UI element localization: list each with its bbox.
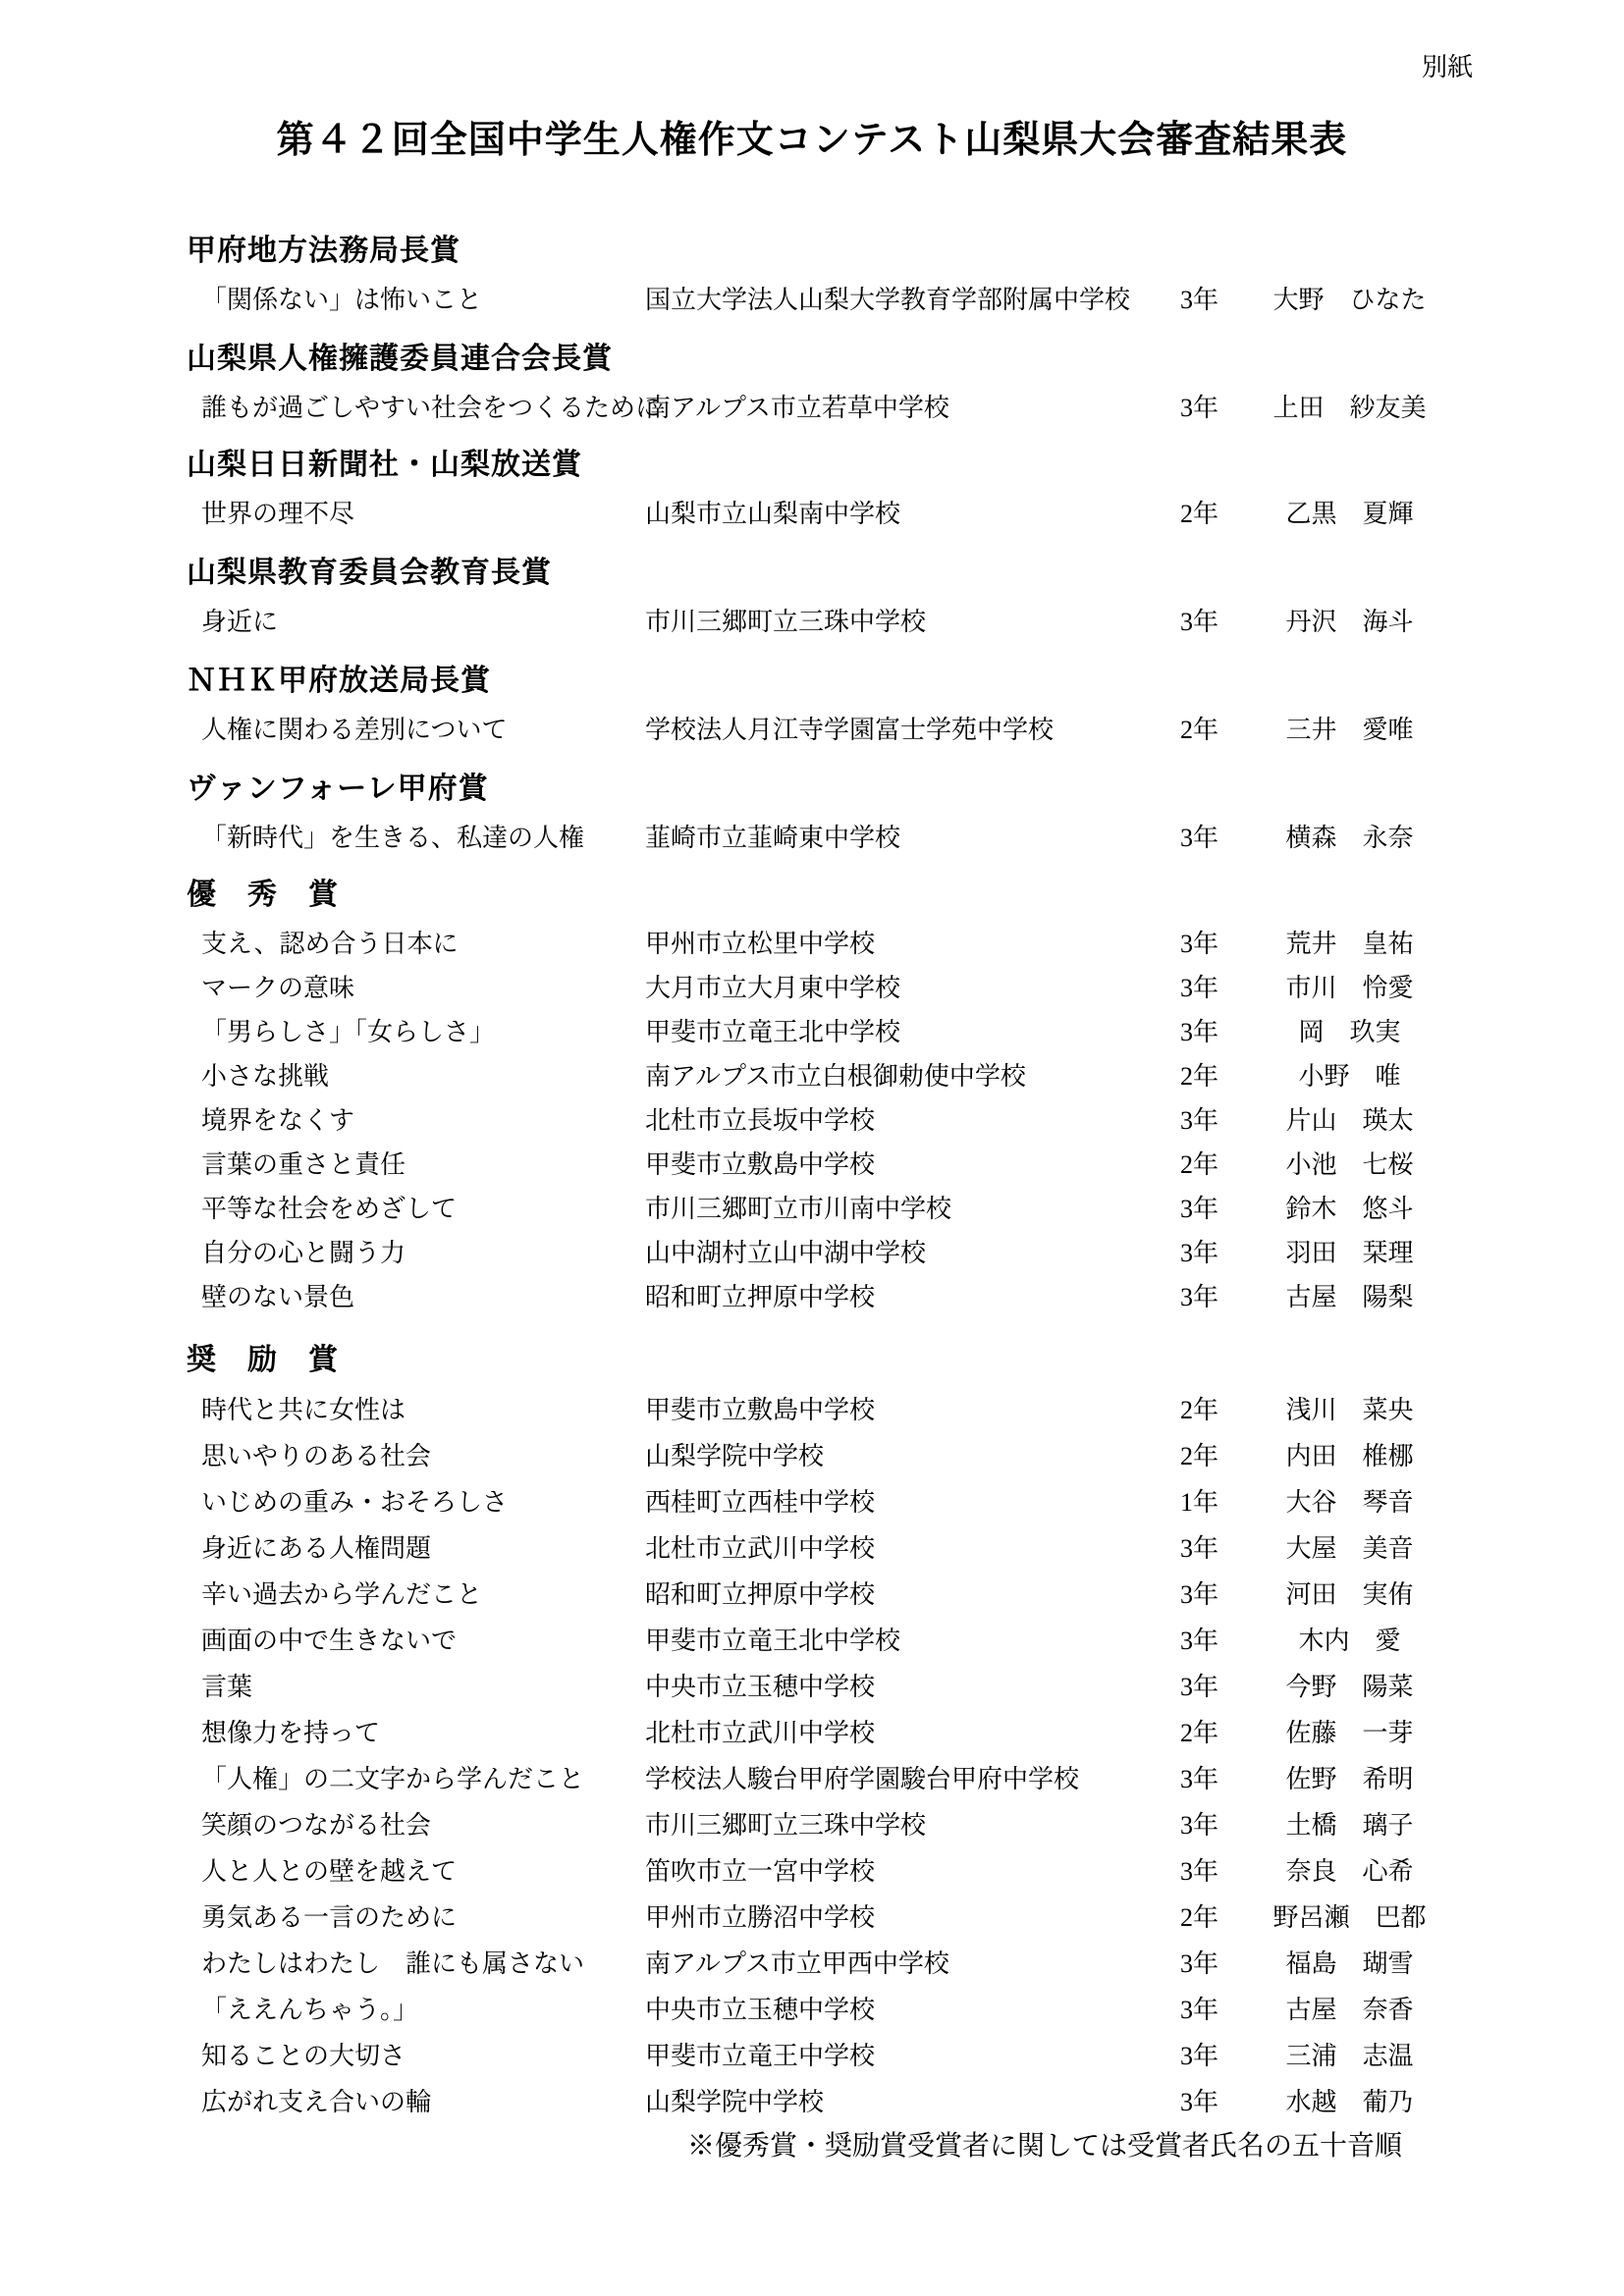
grade: 3年 xyxy=(1180,2088,1219,2116)
entry-row xyxy=(187,1477,1581,1523)
essay-title: 身近に xyxy=(201,608,279,636)
winner-name: 岡 玖実 xyxy=(1298,1018,1401,1046)
entry-row xyxy=(187,598,1581,642)
entry-row xyxy=(187,384,1581,428)
entry-row xyxy=(187,814,1581,858)
award-section xyxy=(187,340,1581,428)
award-header: 山梨日日新聞社・山梨放送賞 xyxy=(187,449,582,481)
school-name: 韮崎市立韮崎東中学校 xyxy=(645,824,901,852)
entry-row xyxy=(187,1096,1581,1141)
entry-row xyxy=(187,964,1581,1008)
winner-name: 浅川 菜央 xyxy=(1285,1396,1414,1424)
school-name: 南アルプス市立若草中学校 xyxy=(645,394,949,422)
essay-title: 言葉 xyxy=(201,1673,253,1701)
essay-title: 知ることの大切さ xyxy=(201,2042,406,2070)
essay-title: 支え、認め合う日本に xyxy=(201,930,459,958)
award-header: ヴァンフォーレ甲府賞 xyxy=(187,773,489,805)
school-name: 昭和町立押原中学校 xyxy=(645,1580,876,1609)
winner-name: 水越 葡乃 xyxy=(1285,2088,1414,2116)
grade: 3年 xyxy=(1180,1673,1219,1701)
essay-title: 思いやりのある社会 xyxy=(201,1442,432,1470)
grade: 3年 xyxy=(1180,1857,1219,1886)
winner-name: 野呂瀬 巴都 xyxy=(1272,1903,1427,1932)
essay-title: 世界の理不尽 xyxy=(201,500,355,528)
award-section xyxy=(187,662,1581,750)
essay-title: 「関係ない」は怖いこと xyxy=(201,286,483,314)
school-name: 南アルプス市立甲西中学校 xyxy=(645,1949,949,1978)
school-name: 甲州市立勝沼中学校 xyxy=(645,1903,876,1932)
footnote: ※優秀賞・奨励賞受賞者に関しては受賞者氏名の五十音順 xyxy=(687,2131,1403,2162)
grade: 3年 xyxy=(1180,2042,1219,2070)
winner-name: 大屋 美音 xyxy=(1285,1534,1414,1563)
winner-name: 横森 永奈 xyxy=(1285,824,1414,852)
award-section xyxy=(187,770,1581,858)
entry-row xyxy=(187,2031,1581,2077)
entry-row xyxy=(187,1008,1581,1052)
winner-name: 今野 陽菜 xyxy=(1285,1673,1414,1701)
essay-title: 人権に関わる差別について xyxy=(201,716,508,744)
school-name: 中央市立玉穂中学校 xyxy=(645,1673,876,1701)
grade: 2年 xyxy=(1180,1150,1219,1179)
entry-row xyxy=(187,1141,1581,1185)
entry-row xyxy=(187,920,1581,964)
entry-row xyxy=(187,490,1581,534)
winner-name: 丹沢 海斗 xyxy=(1285,608,1414,636)
award-header: 奨 励 賞 xyxy=(187,1344,339,1376)
entry-row xyxy=(187,276,1581,320)
winner-name: 古屋 奈香 xyxy=(1285,1996,1414,2024)
grade: 3年 xyxy=(1180,1195,1219,1223)
grade: 2年 xyxy=(1180,1442,1219,1470)
entry-row xyxy=(187,1708,1581,1754)
entry-row xyxy=(187,1431,1581,1477)
school-name: 山中湖村立山中湖中学校 xyxy=(645,1239,927,1267)
school-name: 笛吹市立一宮中学校 xyxy=(645,1857,876,1886)
winner-name: 土橋 璃子 xyxy=(1285,1811,1414,1840)
essay-title: 「新時代」を生きる、私達の人権 xyxy=(201,824,585,852)
winner-name: 片山 瑛太 xyxy=(1285,1106,1414,1135)
winner-name: 佐野 希明 xyxy=(1285,1765,1414,1793)
essay-title: 「人権」の二文字から学んだこと xyxy=(201,1765,585,1793)
winner-name: 市川 怜愛 xyxy=(1285,974,1414,1002)
essay-title: 広がれ支え合いの輪 xyxy=(201,2088,432,2116)
school-name: 甲斐市立竜王中学校 xyxy=(645,2042,876,2070)
grade: 2年 xyxy=(1180,1062,1219,1091)
winner-name: 福島 瑚雪 xyxy=(1285,1949,1414,1978)
winner-name: 三浦 志温 xyxy=(1285,2042,1414,2070)
school-name: 甲州市立松里中学校 xyxy=(645,930,876,958)
award-header: ＮＨＫ甲府放送局長賞 xyxy=(187,665,491,697)
winner-name: 小池 七桜 xyxy=(1285,1150,1414,1179)
school-name: 北杜市立武川中学校 xyxy=(645,1719,876,1747)
grade: 2年 xyxy=(1180,1719,1219,1747)
grade: 3年 xyxy=(1180,1018,1219,1046)
school-name: 北杜市立長坂中学校 xyxy=(645,1106,876,1135)
grade: 2年 xyxy=(1180,716,1219,744)
grade: 3年 xyxy=(1180,1949,1219,1978)
entry-row xyxy=(187,706,1581,750)
winner-name: 羽田 栞理 xyxy=(1285,1239,1414,1267)
school-name: 市川三郷町立三珠中学校 xyxy=(645,608,927,636)
corner-note: 別紙 xyxy=(1421,53,1473,81)
essay-title: 小さな挑戦 xyxy=(201,1062,330,1091)
winner-name: 三井 愛唯 xyxy=(1285,716,1414,744)
winner-name: 奈良 心希 xyxy=(1285,1857,1414,1886)
award-header: 優 秀 賞 xyxy=(187,879,339,911)
essay-title: 人と人との壁を越えて xyxy=(201,1857,458,1886)
essay-title: わたしはわたし 誰にも属さない xyxy=(201,1949,585,1978)
school-name: 市川三郷町立市川南中学校 xyxy=(645,1195,952,1223)
grade: 3年 xyxy=(1180,930,1219,958)
winner-name: 河田 実侑 xyxy=(1285,1580,1414,1609)
entry-row xyxy=(187,1523,1581,1570)
award-header: 山梨県人権擁護委員連合会長賞 xyxy=(187,343,613,375)
entry-row xyxy=(187,1846,1581,1893)
school-name: 市川三郷町立三珠中学校 xyxy=(645,1811,927,1840)
essay-title: 言葉の重さと責任 xyxy=(201,1150,406,1179)
entry-row xyxy=(187,1985,1581,2031)
winner-name: 内田 椎梛 xyxy=(1285,1442,1414,1470)
winner-name: 古屋 陽梨 xyxy=(1285,1283,1414,1311)
winner-name: 荒井 皇祐 xyxy=(1285,930,1414,958)
school-name: 大月市立大月東中学校 xyxy=(645,974,901,1002)
entry-row xyxy=(187,1570,1581,1616)
entry-row xyxy=(187,1754,1581,1800)
school-name: 北杜市立武川中学校 xyxy=(645,1534,876,1563)
grade: 3年 xyxy=(1180,974,1219,1002)
entry-row xyxy=(187,1800,1581,1846)
winner-name: 小野 唯 xyxy=(1298,1062,1401,1091)
essay-title: 時代と共に女性は xyxy=(201,1396,406,1424)
essay-title: マークの意味 xyxy=(201,974,355,1002)
school-name: 南アルプス市立白根御勅使中学校 xyxy=(645,1062,1026,1091)
grade: 1年 xyxy=(1180,1488,1219,1517)
entry-row xyxy=(187,1939,1581,1985)
entry-row xyxy=(187,1893,1581,1939)
winner-name: 大谷 琴音 xyxy=(1285,1488,1414,1517)
winner-name: 大野 ひなた xyxy=(1272,286,1427,314)
award-section xyxy=(187,232,1581,320)
award-section xyxy=(187,554,1581,642)
essay-title: 境界をなくす xyxy=(201,1106,355,1135)
school-name: 学校法人月江寺学園富士学苑中学校 xyxy=(645,716,1055,744)
grade: 3年 xyxy=(1180,608,1219,636)
grade: 3年 xyxy=(1180,1534,1219,1563)
entry-row xyxy=(187,1229,1581,1273)
school-name: 西桂町立西桂中学校 xyxy=(645,1488,876,1517)
school-name: 甲斐市立竜王北中学校 xyxy=(645,1018,901,1046)
grade: 3年 xyxy=(1180,1239,1219,1267)
grade: 2年 xyxy=(1180,1903,1219,1932)
winner-name: 鈴木 悠斗 xyxy=(1285,1195,1414,1223)
grade: 3年 xyxy=(1180,1580,1219,1609)
grade: 3年 xyxy=(1180,1811,1219,1840)
winner-name: 木内 愛 xyxy=(1298,1627,1401,1655)
entry-row xyxy=(187,1185,1581,1229)
page-title: 第４２回全国中学生人権作文コンテスト山梨県大会審査結果表 xyxy=(276,120,1348,161)
entry-row xyxy=(187,2077,1581,2123)
essay-title: いじめの重み・おそろしさ xyxy=(201,1488,509,1517)
award-section xyxy=(187,876,1581,1317)
grade: 3年 xyxy=(1180,1283,1219,1311)
grade: 3年 xyxy=(1180,1106,1219,1135)
essay-title: 画面の中で生きないで xyxy=(201,1627,458,1655)
essay-title: 誰もが過ごしやすい社会をつくるために xyxy=(201,394,662,422)
grade: 2年 xyxy=(1180,1396,1219,1424)
essay-title: 身近にある人権問題 xyxy=(201,1534,432,1563)
grade: 3年 xyxy=(1180,1996,1219,2024)
essay-title: 「ええんちゃう。」 xyxy=(201,1996,419,2024)
school-name: 甲斐市立竜王北中学校 xyxy=(645,1627,901,1655)
winner-name: 乙黒 夏輝 xyxy=(1285,500,1414,528)
award-header: 山梨県教育委員会教育長賞 xyxy=(187,557,552,589)
entry-row xyxy=(187,1616,1581,1662)
school-name: 昭和町立押原中学校 xyxy=(645,1283,876,1311)
award-section xyxy=(187,446,1581,534)
school-name: 甲斐市立敷島中学校 xyxy=(645,1150,876,1179)
school-name: 山梨市立山梨南中学校 xyxy=(645,500,901,528)
winner-name: 佐藤 一芽 xyxy=(1285,1719,1414,1747)
winner-name: 上田 紗友美 xyxy=(1272,394,1427,422)
essay-title: 笑顔のつながる社会 xyxy=(201,1811,432,1840)
grade: 3年 xyxy=(1180,394,1219,422)
grade: 3年 xyxy=(1180,286,1219,314)
award-header: 甲府地方法務局長賞 xyxy=(187,235,460,267)
award-section xyxy=(187,1341,1581,2123)
school-name: 中央市立玉穂中学校 xyxy=(645,1996,876,2024)
grade: 3年 xyxy=(1180,1627,1219,1655)
entry-row xyxy=(187,1052,1581,1096)
essay-title: 壁のない景色 xyxy=(201,1283,355,1311)
grade: 3年 xyxy=(1180,824,1219,852)
school-name: 甲斐市立敷島中学校 xyxy=(645,1396,876,1424)
school-name: 山梨学院中学校 xyxy=(645,2088,825,2116)
essay-title: 平等な社会をめざして xyxy=(201,1195,458,1223)
essay-title: 「男らしさ」「女らしさ」 xyxy=(201,1018,496,1046)
entry-row xyxy=(187,1273,1581,1317)
entry-row xyxy=(187,1662,1581,1708)
grade: 2年 xyxy=(1180,500,1219,528)
essay-title: 想像力を持って xyxy=(201,1719,381,1747)
entry-row xyxy=(187,1385,1581,1431)
essay-title: 勇気ある一言のために xyxy=(201,1903,458,1932)
school-name: 学校法人駿台甲府学園駿台甲府中学校 xyxy=(645,1765,1080,1793)
essay-title: 自分の心と闘う力 xyxy=(201,1239,406,1267)
school-name: 山梨学院中学校 xyxy=(645,1442,825,1470)
school-name: 国立大学法人山梨大学教育学部附属中学校 xyxy=(645,286,1131,314)
essay-title: 辛い過去から学んだこと xyxy=(201,1580,483,1609)
grade: 3年 xyxy=(1180,1765,1219,1793)
